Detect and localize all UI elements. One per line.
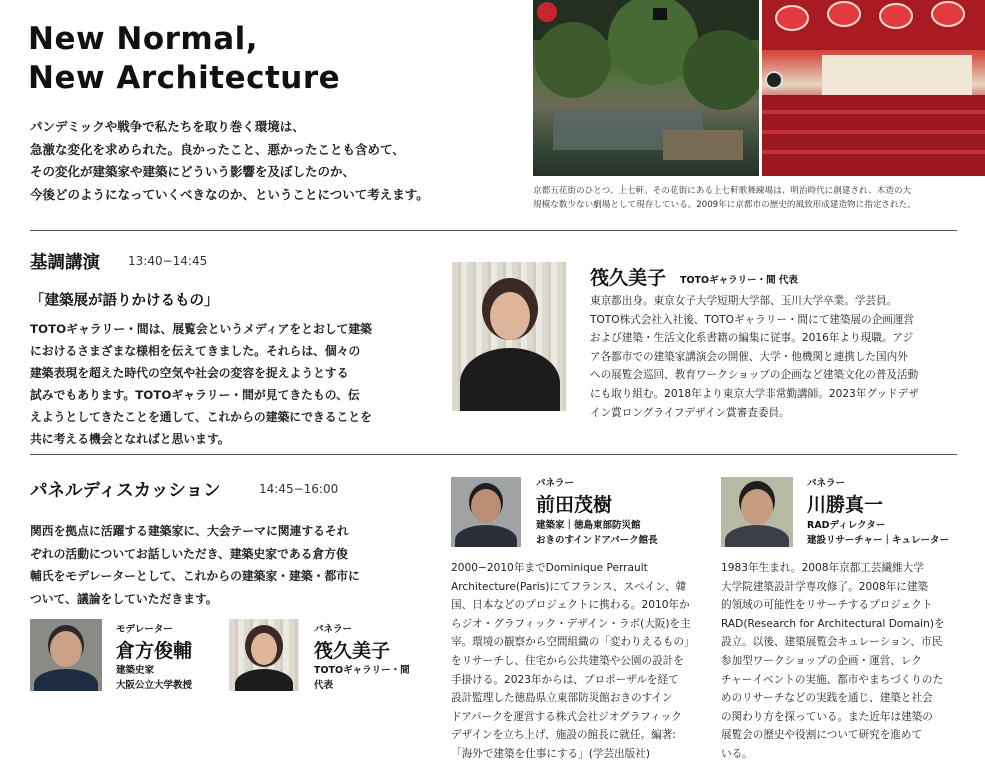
keynote-speaker-bio xyxy=(590,292,919,422)
panelist-maeda-name: 前田茂樹 xyxy=(536,494,613,516)
theater-photo xyxy=(762,0,985,176)
intro-line: 急激な変化を求められた。良かったこと、悪かったことも含めて、 xyxy=(30,141,405,157)
panelist-kawakatsu-bio xyxy=(721,559,945,764)
affiliation-line: おきのすインドアパーク館長 xyxy=(536,535,658,546)
bio-line: 展覧会の歴史や役割について研究を進めて xyxy=(721,729,923,742)
panelist-kawakatsu-name: 川勝真一 xyxy=(807,494,884,516)
bio-line: 1983年生まれ。2008年京都工芸繊維大学 xyxy=(721,562,924,574)
bio-line: めのリサーチなどの実践を通じ、建築と社会 xyxy=(721,692,933,705)
panel-body xyxy=(30,520,360,610)
bio-line: 「海外で建築を仕事にする」(学芸出版社) xyxy=(451,747,650,760)
panel-line: 関西を拠点に活躍する建築家に、大会テーマに関連するそれ xyxy=(30,524,349,538)
caption-line: 規模な数少ない劇場として現存している。2009年に京都市の歴史的風致形成建造物に指定された。 xyxy=(533,200,916,210)
moderator-affiliation xyxy=(116,663,192,693)
bio-line: 国、日本などのプロジェクトに携わる。2010年か xyxy=(451,599,690,612)
bio-line: 大学院建築設計学専攻修了。2008年に建築 xyxy=(721,580,929,593)
intro-line: パンデミックや戦争で私たちを取り巻く環境は、 xyxy=(30,119,305,134)
bio-line: イン賞ロングライフデザイン賞審査委員。 xyxy=(590,406,790,419)
bio-line: をリサーチし、住宅から公共建築や公園の設計を xyxy=(451,654,684,667)
panelist-kusaku-role: パネラー xyxy=(314,624,353,635)
caption-line: 京都五花街のひとつ、上七軒。その花街にある上七軒歌舞練場は、明治時代に創建され、木造の大 xyxy=(533,186,912,196)
bio-line: いる。 xyxy=(721,747,753,760)
bio-line: RAD(Research for Architectural Domain)を xyxy=(721,617,945,630)
panelist-kusaku-photo xyxy=(229,619,299,691)
bio-line: 設計監理した徳島県立東部防災館おきのすイン xyxy=(451,692,673,705)
bio-line: および建築・生活文化系書籍の編集に従事。2016年より現職。アジ xyxy=(590,332,914,345)
bio-line: 東京都出身。東京女子大学短期大学部、玉川大学卒業。学芸員。 xyxy=(590,295,898,307)
panelist-kusaku-name: 筏久美子 xyxy=(314,640,391,662)
panel-heading: パネルディスカッション xyxy=(30,481,221,501)
moderator-name: 倉方俊輔 xyxy=(116,640,193,662)
keynote-line: 試みでもあります。TOTOギャラリー・間が見てきたもの、伝 xyxy=(30,388,360,402)
keynote-line: におけるさまざまな様相を伝えてきました。それらは、個々の xyxy=(30,344,361,358)
keynote-speaker-name: 筏久美子 xyxy=(590,267,667,289)
affiliation-line: 代表 xyxy=(314,680,334,691)
panelist-kusaku-affiliation xyxy=(314,663,410,693)
bio-line: 的領域の可能性をリサーチするプロジェクト xyxy=(721,599,933,612)
page-title xyxy=(28,20,340,98)
bio-line: ア各都市での建築家講演会の開催、大学・他機関と連携した国内外 xyxy=(590,350,908,363)
panelist-kawakatsu-role: パネラー xyxy=(807,478,846,489)
bio-line: TOTO株式会社入社後、TOTOギャラリー・間にて建築展の企画運営 xyxy=(590,313,915,326)
keynote-time: 13:40−14:45 xyxy=(128,254,208,268)
affiliation-line: 建設リサーチャー｜キュレーター xyxy=(807,535,950,546)
affiliation-line: 建築史家 xyxy=(116,665,155,676)
bio-line: チャーイベントの実施、都市やまちづくりのた xyxy=(721,673,944,686)
keynote-line: 共に考える機会となればと思います。 xyxy=(30,432,230,446)
affiliation-line: 大阪公立大学教授 xyxy=(116,680,193,691)
title-line-1: New Normal, xyxy=(28,21,259,57)
keynote-speaker-role: TOTOギャラリー・間 代表 xyxy=(680,275,798,286)
panel-line: 輔氏をモデレーターとして、これからの建築家・建築・都市に xyxy=(30,569,360,583)
photo-caption xyxy=(533,184,973,212)
panelist-maeda-role: パネラー xyxy=(536,478,575,489)
bio-line: 参加型ワークショップの企画・運営、レク xyxy=(721,654,922,667)
keynote-line: えようとしてきたことを通して、これからの建築にできることを xyxy=(30,410,372,424)
keynote-body xyxy=(30,318,372,450)
divider xyxy=(30,230,957,231)
moderator-role: モデレーター xyxy=(116,624,173,635)
bio-line: 宰。環境の観察から空間組織の「変わりえるもの」 xyxy=(451,636,695,649)
panel-time: 14:45−16:00 xyxy=(259,482,339,496)
keynote-speaker-photo xyxy=(452,262,566,411)
intro-line: その変化が建築家や建築にどういう影響を及ぼしたのか、 xyxy=(30,164,356,179)
bio-line: の関わり方を探っている。また近年は建築の xyxy=(721,710,933,723)
bio-line: ドアパークを運営する株式会社ジオグラフィック xyxy=(451,710,682,723)
keynote-title: 「建築展が語りかけるもの」 xyxy=(30,293,219,309)
panelist-maeda-bio xyxy=(451,559,695,764)
panelist-kawakatsu-affiliation xyxy=(807,518,949,548)
panelist-maeda-affiliation xyxy=(536,518,658,548)
bio-line: Architecture(Paris)にてフランス、スペイン、韓 xyxy=(451,580,687,593)
intro-text xyxy=(30,116,429,206)
bio-line: 設立。以後、建築展覧会キュレーション、市民 xyxy=(721,636,943,649)
affiliation-line: 建築家｜徳島東部防災館 xyxy=(536,520,641,531)
keynote-heading: 基調講演 xyxy=(30,253,100,273)
moderator-photo xyxy=(30,619,102,691)
affiliation-line: RADディレクター xyxy=(807,520,886,531)
intro-line: 今後どのようになっていくべきなのか、ということについて考えます。 xyxy=(30,186,429,202)
affiliation-line: TOTOギャラリー・間 xyxy=(314,665,410,676)
bio-line: デザインを立ち上げ、施設の館長に就任。編著: xyxy=(451,729,676,742)
panelist-maeda-photo xyxy=(451,477,521,547)
bio-line: 手掛ける。2023年からは、プロポーザルを経て xyxy=(451,673,679,686)
divider xyxy=(30,454,957,455)
bio-line: らジオ・グラフィック・デザイン・ラボ(大阪)を主 xyxy=(451,617,691,630)
bio-line: 2000−2010年までDominique Perrault xyxy=(451,562,648,574)
title-line-2: New Architecture xyxy=(28,60,341,96)
garden-photo xyxy=(533,0,759,176)
bio-line: にも取り組む。2018年より東京大学非常勤講師。2023年グッドデザ xyxy=(590,387,919,400)
panel-line: ついて、議論をしていただきます。 xyxy=(30,591,218,606)
keynote-line: TOTOギャラリー・間は、展覧会というメディアをとおして建築 xyxy=(30,322,372,336)
panel-line: ぞれの活動についてお話しいただき、建築史家である倉方俊 xyxy=(30,546,348,561)
bio-line: への展覧会巡回、教育ワークショップの企画など建築文化の普及活動 xyxy=(590,369,919,382)
keynote-line: 建築表現を超えた時代の空気や社会の変容を捉えようとする xyxy=(30,366,349,380)
panelist-kawakatsu-photo xyxy=(721,477,793,547)
